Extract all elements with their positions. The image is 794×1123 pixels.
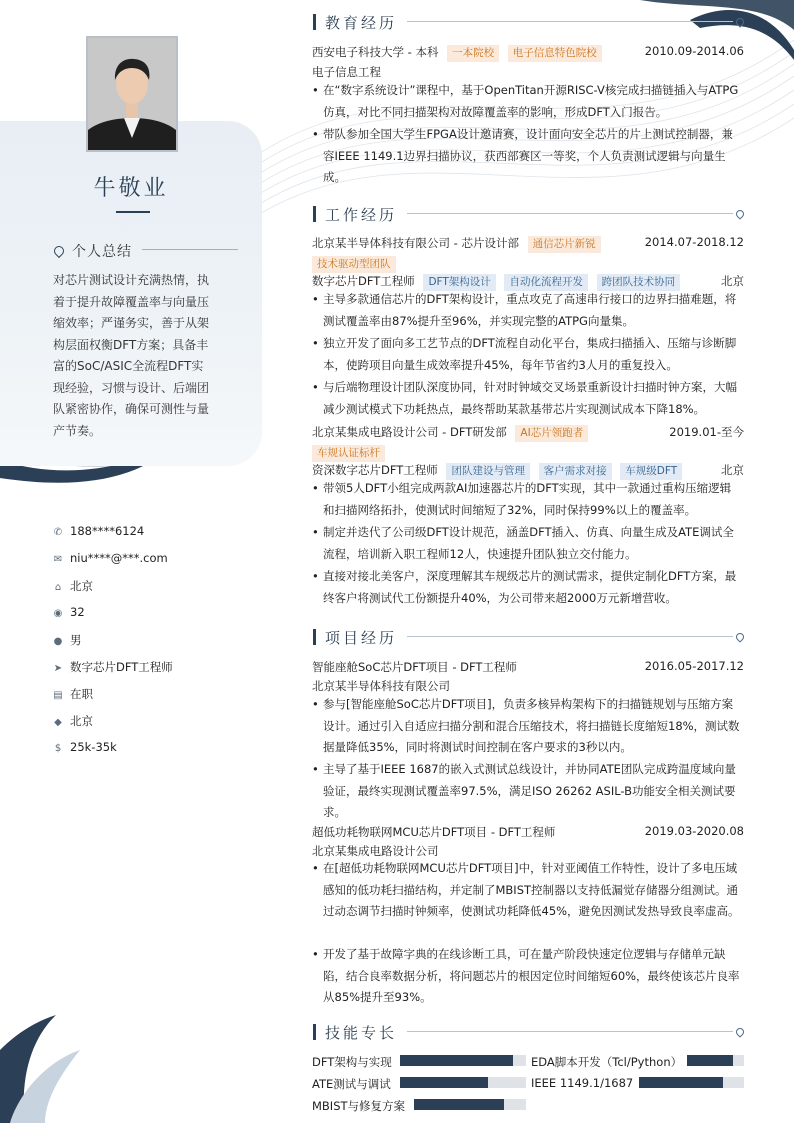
- education-date: 2010.09-2014.06: [644, 44, 744, 58]
- education-section-title: 教育经历: [313, 12, 397, 33]
- phone-icon: ✆: [53, 527, 63, 538]
- work-divider: [407, 213, 733, 214]
- summary-text: 对芯片测试设计充满热情，执着于提升故障覆盖率与向量压缩效率；严谨务实，善于从架构层面权衡DFT方案；具备丰富的SoC/ASIC全流程DFT实现经验，习惯与设计、后端团队紧密协作，确保可测性与量产节奏。: [53, 273, 210, 438]
- summary-divider: [142, 249, 238, 250]
- skill-bar: [400, 1077, 526, 1088]
- pin-icon: [52, 244, 66, 258]
- person-photo-icon: [88, 38, 176, 150]
- job-bullet: • 直接对接北美客户，深度理解其车规级芯片的测试需求，提供定制化DFT方案，最终客户将测试代工份额提升40%，为公司带来超2000万元新增营收。: [312, 569, 737, 605]
- job-header: [312, 235, 744, 253]
- skill-bar-fill: [687, 1055, 733, 1066]
- project-header: [312, 824, 744, 840]
- company-name: 北京某集成电路设计公司 - DFT研发部: [312, 425, 507, 439]
- role-tag: DFT架构设计: [423, 274, 495, 291]
- role-tag: 客户需求对接: [539, 463, 612, 480]
- skills-divider: [407, 1031, 733, 1032]
- contact-hometown: ⌂ 北京: [52, 578, 93, 594]
- skill-bar: [639, 1077, 744, 1088]
- job-role: 数字芯片DFT工程师: [312, 274, 415, 288]
- name-underline: [116, 211, 150, 213]
- skill-bar-fill: [400, 1055, 513, 1066]
- project-org: 北京某集成电路设计公司: [312, 844, 439, 858]
- home-icon: ⌂: [54, 582, 62, 593]
- company-name: 北京某半导体科技有限公司 - 芯片设计部: [312, 236, 519, 250]
- project-org: 北京某半导体科技有限公司: [312, 679, 450, 693]
- skills-section-title: 技能专长: [313, 1022, 397, 1043]
- job-bullet: • 与后端物理设计团队深度协同，针对时钟域交叉场景重新设计扫描时钟方案，大幅减少测试模式下功耗热点，最终帮助某款基带芯片实现测试成本下降18%。: [312, 380, 737, 416]
- job-bullet: • 带领5人DFT小组完成两款AI加速器芯片的DFT实现，其中一款通过重构压缩逻辑和扫描网络拓扑，使测试时间缩短了32%，同时保持99%以上的覆盖率。: [312, 481, 732, 517]
- school-tag: 一本院校: [447, 45, 499, 62]
- education-major: 电子信息工程: [312, 65, 381, 79]
- job-date: 2019.01-至今: [669, 425, 744, 439]
- project-date: 2016.05-2017.12: [644, 659, 744, 673]
- job-date: 2014.07-2018.12: [644, 235, 744, 249]
- education-divider: [407, 21, 733, 22]
- education-bullet: • 在“数字系统设计”课程中，基于OpenTitan开源RISC-V核完成扫描链插入与ATPG仿真，对比不同扫描架构对故障覆盖率的影响，形成DFT入门报告。: [312, 83, 739, 119]
- job-bullet: • 主导多款通信芯片的DFT架构设计，重点攻克了高速串行接口的边界扫描难题，将测试覆盖率由87%提升至96%，并实现完整的ATPG向量集。: [312, 292, 737, 328]
- summary-title: 个人总结: [72, 244, 132, 260]
- school-name: 西安电子科技大学 - 本科: [312, 45, 439, 59]
- project-bullet: • 在[超低功耗物联网MCU芯片DFT项目]中，针对亚阈值工作特性，设计了多电压域感知的低功耗扫描结构，并定制了MBIST控制器以支持低漏觉存储器分组测试。通过动态调节扫描时钟频率，使测试功耗降低45%，避免因测试发热导致良率虚高。: [312, 861, 740, 918]
- profile-photo: [86, 36, 178, 152]
- role-tag: 自动化流程开发: [504, 274, 588, 291]
- project-bullet: • 开发了基于故障字典的在线诊断工具，可在量产阶段快速定位逻辑与存储单元缺陷，结合良率数据分析，将问题芯片的根因定位时间缩短60%，最终使该芯片良率从85%提升至93%。: [312, 947, 740, 1004]
- age-icon: ◉: [53, 608, 63, 619]
- job-city: 北京: [721, 463, 744, 477]
- project-header: [312, 659, 744, 675]
- work-section-title: 工作经历: [313, 204, 397, 225]
- status-icon: ▤: [53, 690, 63, 701]
- skill-bar: [414, 1099, 526, 1110]
- job-header: [312, 424, 744, 442]
- skill-name: IEEE 1149.1/1687: [531, 1076, 634, 1090]
- role-tag: 跨团队技术协同: [597, 274, 681, 291]
- skill-bar: [400, 1055, 526, 1066]
- job-header-extra: [312, 445, 744, 462]
- school-tag: 电子信息特色院校: [508, 45, 602, 62]
- education-header: [312, 44, 744, 62]
- contact-age: ◉ 32: [53, 605, 85, 619]
- location-icon: ◆: [54, 717, 62, 728]
- skill-bar-fill: [639, 1077, 723, 1088]
- person-name: 牛敬业: [93, 176, 169, 201]
- contact-salary: $ 25k-35k: [52, 740, 117, 754]
- job-bullet: • 独立开发了面向多工艺节点的DFT流程自动化平台，集成扫描插入、压缩与诊断脚本，使跨项目向量生成效率提升45%，每年节省约3人月的重复投入。: [312, 336, 737, 372]
- skill-bar-fill: [414, 1099, 504, 1110]
- email-icon: ✉: [53, 554, 63, 565]
- salary-icon: $: [54, 743, 62, 754]
- contact-gender: ● 男: [53, 633, 82, 647]
- projects-section-title: 项目经历: [313, 627, 397, 648]
- project-name: 超低功耗物联网MCU芯片DFT项目 - DFT工程师: [312, 825, 556, 839]
- skill-name: EDA脚本开发（Tcl/Python）: [531, 1055, 683, 1069]
- project-bullet: • 参与[智能座舱SoC芯片DFT项目]，负责多核异构架构下的扫描链规划与压缩方案设计。通过引入自适应扫描分割和混合压缩技术，将扫描链长度缩短18%，测试数据量降低35%，同时将测试时间控制在客户要求的3秒以内。: [312, 697, 740, 754]
- role-tag: 车规级DFT: [620, 463, 682, 480]
- contact-phone: ✆ 188****6124: [53, 524, 145, 538]
- contact-email[interactable]: ✉ niu****@***.com: [53, 551, 168, 565]
- company-tag: 通信芯片新锐: [528, 236, 601, 253]
- skill-bar-fill: [400, 1077, 488, 1088]
- summary-section-title: [54, 241, 132, 261]
- contact-location: ◆ 北京: [52, 713, 93, 729]
- education-bullet: • 带队参加全国大学生FPGA设计邀请赛，设计面向安全芯片的片上测试控制器，兼容IEEE 1149.1边界扫描协议，获西部赛区一等奖，个人负责测试逻辑与向量生成。: [312, 127, 733, 184]
- job-header-extra: [312, 256, 744, 273]
- project-name: 智能座舱SoC芯片DFT项目 - DFT工程师: [312, 660, 517, 674]
- skill-bar: [687, 1055, 744, 1066]
- gender-icon: ●: [53, 636, 63, 647]
- skill-name: DFT架构与实现: [312, 1055, 392, 1069]
- job-role: 资深数字芯片DFT工程师: [312, 463, 438, 477]
- role-tag: 团队建设与管理: [446, 463, 530, 480]
- position-icon: ➤: [53, 663, 63, 674]
- contact-position: ➤ 数字芯片DFT工程师: [53, 660, 173, 674]
- projects-divider: [407, 636, 733, 637]
- company-tag: 技术驱动型团队: [312, 256, 396, 273]
- job-bullet: • 制定并迭代了公司级DFT设计规范，涵盖DFT插入、仿真、向量生成及ATE调试全流程，培训新入职工程师12人，快速提升团队独立交付能力。: [312, 525, 734, 561]
- project-date: 2019.03-2020.08: [644, 824, 744, 838]
- project-bullet: • 主导了基于IEEE 1687的嵌入式测试总线设计，并协同ATE团队完成跨温度域向量验证，最终实现测试覆盖率97.5%，满足ISO 26262 ASIL-B功能安全相关测试要求。: [312, 762, 736, 819]
- skill-name: ATE测试与调试: [312, 1077, 391, 1091]
- company-tag: 车规认证标杆: [312, 445, 385, 462]
- job-city: 北京: [721, 274, 744, 288]
- skill-name: MBIST与修复方案: [312, 1099, 406, 1113]
- company-tag: AI芯片领跑者: [515, 425, 588, 442]
- contact-status: ▤ 在职: [53, 687, 93, 701]
